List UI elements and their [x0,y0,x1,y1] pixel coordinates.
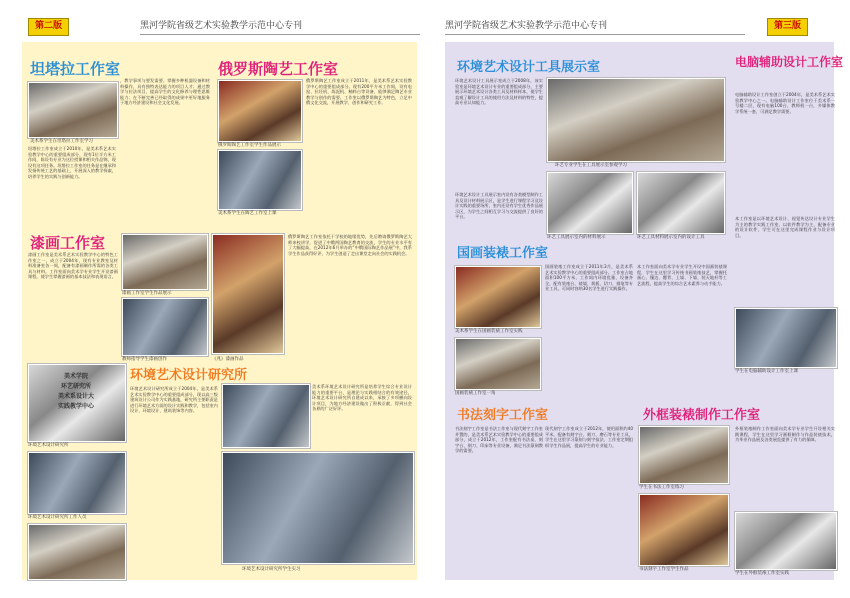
caption: 环境艺术设计研究所学生实习 [242,567,301,572]
article-text: 环境艺术设计研究所成立于2004年，是美术系艺术实验教学中心的重要组成部分，现以高三级建筑设计公司作为实践基地，研究所主要职责是进行环境艺术方面的设计实践和教学，包括室内设计、环境设计、建筑装饰等内容。 [130,386,218,414]
article-text: 电脑辅助设计工作室创立于2004年，是美术系艺术实验教学中心之一。电脑辅助设计工作室位于美术系一号楼二层，现有电脑100台，教师机一台，多媒体教学系统一套，可满足教学需要。 [735,92,835,114]
right-sheet [445,42,844,580]
section-title-calligraphy: 书法刻字工作室 [457,408,549,423]
photo-materials [547,172,633,234]
sign-line: 环艺研究所 [60,383,91,390]
article-text: 现代刻字工作室成立于2012年，使用面积约40平米，配备有刻字台、刻刀、磨石等专业工具，学生在这里学习篆刻与刻字技法，工作室定期组织学生作品展，提高学生的专业能力。 [545,426,633,448]
article-text: 国画装裱工作室成立于2011年3月，是美术系艺术实验教学中心的重要组成部分。工作室占地面积100平方米，工作间内环境优雅，设备齐全，配有装裱台、裱墙、裁板、切刀、排笔等专业工具，可同时容纳30名学生进行实践操作。 [545,264,633,292]
sign-line: 实践教学中心 [57,403,94,410]
article-text: 外框装裱制作工作室面向美术学专业学生开设相关实践课程，学生在这里学习画框制作与作品装裱技术，为毕业作品展及各类展览提供了有力的保障。 [735,426,835,443]
edition-badge: 第二版 [28,18,69,36]
photo-lacquer-painting [212,234,284,354]
photo-design-tools [637,172,725,234]
sign-line: 美术系设计大 [57,393,94,400]
photo-calligraphy-works [639,494,729,566]
left-sheet [22,42,417,580]
article-text: 美术系环境艺术设计研究所是培养学生综合专业设计能力的重要平台，是理论与实践相结合的有效途径，环境艺术设计研究所自建成以来，承接了多项横向设计项目，为地方经济建设做出了积极贡献，得到社会各界的广泛好评。 [312,384,412,412]
photo-calligraphy-practice [639,426,729,484]
header-text: 黑河学院省级艺术实验教学示范中心专刊 [140,21,303,31]
section-title-tools: 环境艺术设计工具展示室 [457,60,601,75]
article-text: 俄罗斯陶艺工作室成立于2011年，是美术系艺术实验教学中心的重要组成部分。现有200平方米工作间，设有电窑、拉坯机、练泥机、釉料台等设备，能够满足陶艺专业教学与创作的需要。工作室以俄罗斯陶艺为特色，立足中俄文化交流，开展教学、创作和研究工作。 [306,78,412,106]
article-text: 漆画工作室是美术系艺术实验教学中心的特色工作室之一，成立于2004年，现有专业教室及材料准备室各一间，配备有漆画制作所需的各类工具与材料。工作室面向美术学专业学生开设漆画课程，使学生掌握漆画的基本技法和表现语言。 [28,252,118,280]
section-title-guohua: 国画装裱工作室 [457,246,549,261]
article-text: 坦塔拉工作室成立于2010年，是美术系艺术实验教学中心的重要组成部分，现有1位半方米工作间，陈设有专业为这位授课和相关作品锦，现设有这项任务。坦塔拉工作室的任务是在继承和发扬传统工艺的基础上，开展深入的教学探索，培养学生的实践与创新能力。 [28,146,116,179]
caption: 书法刻字工作室学生作品 [639,567,689,572]
article-text: 环境艺术设计工具展示室成立于2008年，该实验室是环境艺术设计专业的重要组成部分，主要展示环境艺术设计各类工具及材料样本，使学生直观了解设计工具的使用方法及材料的特性，提高专业认知能力。 [455,78,543,106]
section-title-lacquer: 漆画工作室 [30,234,106,252]
caption: 环境艺术设计研究所工作人员 [28,515,87,520]
caption: 《兆》漆画作品 [212,357,244,362]
photo-pottery-display [218,80,302,142]
article-text: 本工作室是以环境艺术设计、视觉传达设计专业学生为主的教学实践工作室，以软件教学为主，配备专业的设计软件，学生可在这里完成课程作业与设计项目。 [735,216,835,238]
photo-institute-practice [28,524,126,580]
article-text: ，教学事项与要发需要。掌握多种机器设备和材料操作，具有独特表达能力的项目人才；通过教学与拉法项目，提高学生的文化修养与理性思维能力；在不断完善已经取得的成果中更好地服务于地方经济建设和社会文化发展。 [120,78,210,106]
photo-mounting-practice [455,266,541,328]
caption: 国画装裱工作室一角 [455,391,496,396]
photo-institute-staff [28,452,126,514]
section-title-frame: 外框装裱制作工作室 [643,408,761,423]
caption: 学生在电脑辅助设计工作室上课 [735,369,798,374]
article-text: 书法刻字工作室是书法工作室与现代刻字工作室并置的，是美术系艺术实验教学中心的重要组成部分，成立于2012年，工作室配有书法桌、刻字台、刻刀、印床等专业设备，满足书法篆刻教学的需要。 [455,426,543,454]
caption: 环艺工具材料展示室内的设计工具 [637,235,705,240]
article-text: 环境艺术设计工具展示室内设有各类模型制作工具及设计材料展示区，是学生进行课程学习及设计实践的重要场所，室内还设有学生优秀作品展示区，为学生之间相互学习与交流提供了良好的平台。 [455,192,543,220]
photo-lacquer-works [122,234,208,290]
institute-sign [36,372,116,432]
photo-tools-room [547,78,725,162]
section-title-russian-pottery: 俄罗斯陶艺工作室 [218,60,339,78]
photo-computer-lab [735,308,837,368]
photo-tangka-studio [28,82,118,138]
photo-lacquer-teaching [122,298,208,356]
photo-pottery-class [218,150,302,210]
caption: 环艺专业学生在工具展示室参观学习 [555,163,627,168]
edition-badge: 第三版 [767,18,808,36]
caption: 俄罗斯陶艺工作室学生作品展示 [218,143,281,148]
caption: 教师指导学生漆画创作 [122,357,167,362]
right-page-header [445,18,745,35]
left-page-header [140,18,420,35]
photo-mounting-room [455,338,541,390]
caption: 美术系学生在陶艺工作室上课 [218,211,277,216]
caption: 美术系学生在坦塔拉工作室学习 [30,139,93,144]
caption: 学生在外框装裱工作室实践 [735,571,789,576]
section-title-tangka: 坦塔拉工作室 [30,60,121,78]
caption: 环境艺术设计研究所 [28,443,69,448]
right-page [425,0,850,598]
section-title-computer: 电脑辅助设计工作室 [735,55,844,69]
article-text: 本工作室面向美术学专业学生开设中国画装裱课程，学生在这里学习传统书画装裱技艺，掌握托画心、镶边、覆背、上墙、下墙、装天地杆等工艺流程，提高学生的综合艺术素养与动手能力。 [637,264,727,286]
caption: 环艺工具展示室内的材料展示 [547,235,606,240]
caption: 漆画工作室学生作品展示 [122,291,172,296]
caption: 美术系学生在国画装裱工作室实践 [455,329,523,334]
article-text: 俄罗斯陶艺工作室依托于学校的地缘优势，先后聘请俄罗斯陶艺大师来校讲学，促进了中俄两国陶艺教育的交流，学生的专业水平有了大幅提高，在2012年6月举办的“中俄国际陶艺作品展”中，我系学生作品获得好评，为学生创造了走出课堂走向社会的实践机会。 [288,234,412,256]
section-title-env-design: 环境艺术设计研究所 [130,368,248,383]
photo-institute-office [222,384,310,448]
photo-frame-studio [735,512,837,570]
header-text: 黑河学院省级艺术实验教学示范中心专刊 [445,21,608,31]
sign-line: 美术学院 [63,373,88,380]
caption: 学生在书法工作室练习 [639,485,684,490]
photo-computer-room [222,452,414,564]
